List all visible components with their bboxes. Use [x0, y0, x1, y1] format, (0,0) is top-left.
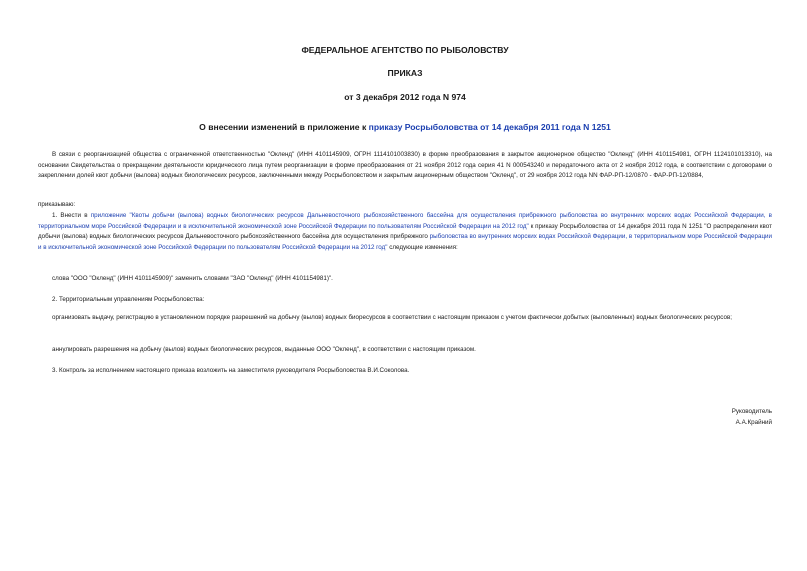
date-number-heading: от 3 декабря 2012 года N 974: [344, 92, 466, 102]
item-1-paragraph: [38, 211, 772, 253]
signature-name: А.А.Крайний: [735, 419, 772, 426]
appendix-link-continued[interactable]: рыболовства во внутренних морских водах Российской Федерации, в территориальном море Российской Федерации и в исключительной экономической зоне Российской Федерации по пользователям Российской Федерации на 2012 год": [38, 233, 773, 251]
item-1-suffix: следующие изменения:: [387, 243, 458, 251]
title-order-link[interactable]: приказу Росрыболовства от 14 декабря 2011 года N 1251: [368, 122, 611, 132]
title-prefix: О внесении изменений в приложение к: [199, 122, 369, 132]
item-1-middle: к приказу Росрыболовства от 14 декабря 2011 года N 1251 "О распределении квот добычи (вылова) водных биологических ресурсов Дальневосточного рыбохозяйственного бассейна для осуществления прибрежного: [38, 222, 772, 240]
organize-paragraph: организовать выдачу, регистрацию в установленном порядке разрешений на добычу (вылов) водных биоресурсов в соответствии с настоящим приказом с учетом фактически добытых (выловленных) водных биологических ресурсов;: [52, 314, 733, 321]
signature-position: Руководитель: [731, 408, 772, 415]
document-title: [38, 122, 772, 133]
agency-heading: ФЕДЕРАЛЬНОЕ АГЕНТСТВО ПО РЫБОЛОВСТВУ: [301, 45, 509, 55]
appendix-link[interactable]: приложение "Квоты добычи (вылова) водных биологических ресурсов Дальневосточного рыбохозяйственного бассейна для осуществления прибрежного рыболовства во внутренних морских водах Российской Федерации, в территориальном море Российской Федерации и в исключительной экономической зоне Российской Федерации по пользователям Российской Федерации на 2012 год": [38, 212, 772, 230]
item-2-paragraph: 2. Территориальным управлениям Росрыболовства:: [52, 296, 205, 303]
item-3-paragraph: 3. Контроль за исполнением настоящего приказа возложить на заместителя руководителя Росрыболовства В.И.Соколова.: [52, 367, 410, 374]
replace-paragraph: слова "ООО "Окленд" (ИНН 4101145909)" заменить словами "ЗАО "Окленд" (ИНН 4101154981)".: [52, 275, 333, 282]
item-1-prefix: 1. Внести в: [52, 212, 91, 219]
document-type-heading: ПРИКАЗ: [387, 68, 423, 78]
annul-paragraph: аннулировать разрешения на добычу (вылов) водных биологических ресурсов, выданные ООО "Окленд", в соответствии с настоящим приказом.: [52, 346, 476, 353]
orders-paragraph: приказываю:: [38, 201, 76, 208]
intro-paragraph: В связи с реорганизацией общества с ограниченной ответственностью "Окленд" (ИНН 4101145909, ОГРН 1114101003830) в форме преобразования в закрытое акционерное общество "Окленд" (ИНН 4101154981, ОГРН 1124101013310), на основании Свидетельства о прекращении деятельности юридического лица путем реорганизации в форме преобразования от 21 ноября 2012 года серия 41 N 000543240 и передаточного акта от 2 ноября 2012 года, в соответствии с договорами о закреплении долей квот добычи (вылова) водных биологических ресурсов, заключенными между Росрыболовством и закрытым акционерным обществом "Окленд", от 29 ноября 2012 года NN ФАР-РП-12/0870 - ФАР-РП-12/0884,: [38, 151, 772, 179]
